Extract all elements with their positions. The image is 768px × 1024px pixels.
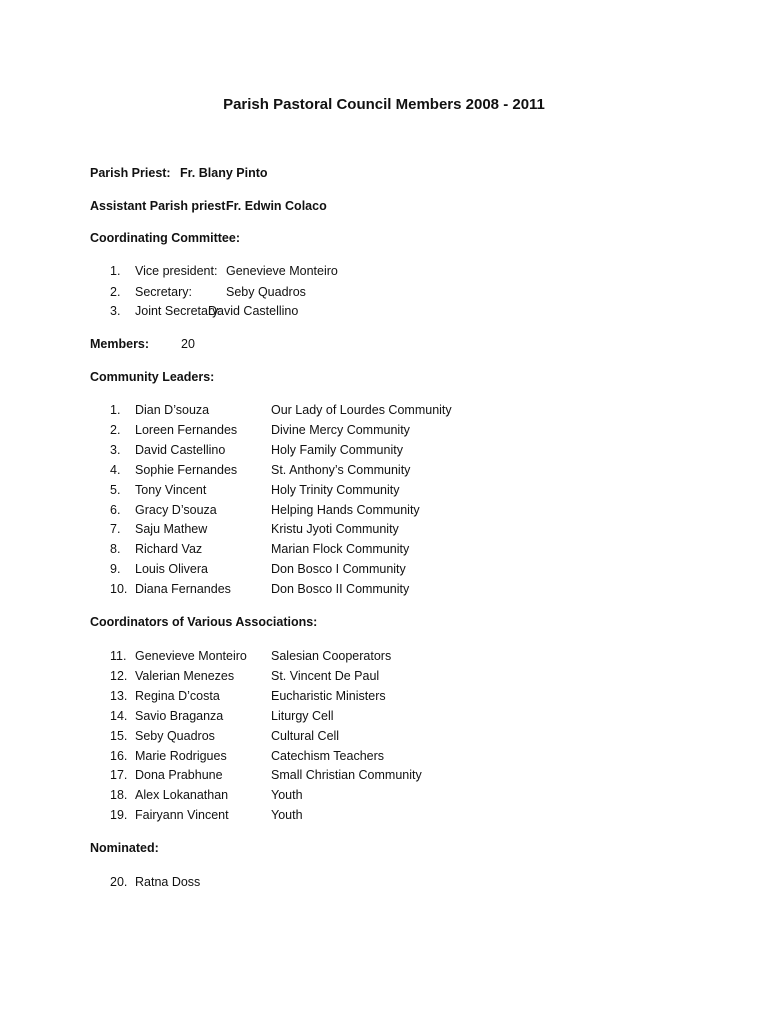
item-group: St. Anthony’s Community — [271, 462, 411, 477]
coordinating-heading: Coordinating Committee: — [90, 231, 240, 245]
item-number: 19. — [110, 808, 128, 823]
item-number: 7. — [110, 522, 121, 537]
item-role: Vice president: — [135, 264, 218, 278]
item-group: Youth — [271, 788, 303, 803]
item-number: 3. — [110, 304, 121, 318]
item-name: Tony Vincent — [135, 482, 207, 497]
item-name: Seby Quadros — [135, 728, 215, 743]
item-role: Secretary: — [135, 285, 192, 299]
item-number: 18. — [110, 788, 128, 803]
page-title: Parish Pastoral Council Members 2008 - 2011 — [223, 96, 545, 113]
parish-priest-line — [90, 166, 268, 180]
item-name: Richard Vaz — [135, 542, 203, 557]
item-number: 14. — [110, 708, 128, 723]
item-group: Liturgy Cell — [271, 708, 334, 723]
item-number: 8. — [110, 542, 121, 557]
community-leaders-heading: Community Leaders: — [90, 370, 215, 384]
item-name: Saju Mathew — [135, 522, 208, 537]
item-group: Eucharistic Ministers — [271, 688, 386, 703]
item-group: Kristu Jyoti Community — [271, 522, 399, 537]
item-name: Marie Rodrigues — [135, 748, 227, 763]
item-number: 2. — [110, 422, 121, 437]
item-group: Marian Flock Community — [271, 542, 410, 557]
assistant-priest-value: Fr. Edwin Colaco — [226, 199, 327, 213]
item-group: Salesian Cooperators — [271, 649, 392, 663]
item-name: Gracy D’souza — [135, 502, 217, 517]
item-group: Cultural Cell — [271, 728, 340, 743]
item-name: Seby Quadros — [226, 285, 306, 299]
item-group: Holy Trinity Community — [271, 482, 400, 497]
item-name: Genevieve Monteiro — [135, 649, 247, 663]
item-role: Joint Secretary: — [135, 304, 222, 318]
item-name: David Castellino — [208, 304, 299, 318]
item-name: Genevieve Monteiro — [226, 264, 338, 278]
item-name: Sophie Fernandes — [135, 462, 238, 477]
members-line — [90, 337, 195, 351]
item-number: 4. — [110, 462, 121, 477]
item-number: 1. — [110, 264, 121, 278]
item-name: David Castellino — [135, 442, 226, 457]
item-number: 10. — [110, 582, 128, 597]
item-group: Small Christian Community — [271, 768, 422, 783]
item-group: St. Vincent De Paul — [271, 668, 380, 683]
assistant-priest-label: Assistant Parish priest: — [90, 199, 230, 213]
item-number: 11. — [110, 649, 127, 663]
item-number: 1. — [110, 403, 121, 417]
item-group: Helping Hands Community — [271, 502, 420, 517]
item-number: 3. — [110, 442, 121, 457]
item-name: Loreen Fernandes — [135, 422, 238, 437]
item-number: 6. — [110, 502, 121, 517]
associations-heading: Coordinators of Various Associations: — [90, 615, 318, 629]
item-number: 12. — [110, 668, 128, 683]
item-group: Don Bosco II Community — [271, 582, 410, 597]
item-name: Diana Fernandes — [135, 582, 231, 597]
parish-priest-value: Fr. Blany Pinto — [180, 166, 268, 180]
item-name: Valerian Menezes — [135, 668, 235, 683]
item-group: Youth — [271, 808, 303, 823]
item-name: Dian D’souza — [135, 403, 210, 417]
item-number: 17. — [110, 768, 128, 783]
parish-priest-label: Parish Priest: — [90, 166, 171, 180]
item-name: Dona Prabhune — [135, 768, 223, 783]
item-number: 2. — [110, 285, 121, 299]
item-number: 15. — [110, 728, 128, 743]
item-group: Our Lady of Lourdes Community — [271, 403, 452, 417]
item-number: 20. — [110, 875, 128, 889]
item-name: Savio Braganza — [135, 708, 224, 723]
item-name: Louis Olivera — [135, 562, 208, 577]
item-name: Ratna Doss — [135, 875, 201, 889]
item-name: Fairyann Vincent — [135, 808, 229, 823]
item-name: Regina D’costa — [135, 688, 220, 703]
members-value: 20 — [181, 337, 195, 351]
item-number: 16. — [110, 748, 128, 763]
item-number: 9. — [110, 562, 121, 577]
item-group: Don Bosco I Community — [271, 562, 406, 577]
item-name: Alex Lokanathan — [135, 788, 229, 803]
item-group: Holy Family Community — [271, 442, 403, 457]
item-number: 13. — [110, 688, 128, 703]
item-group: Divine Mercy Community — [271, 422, 410, 437]
item-number: 5. — [110, 482, 121, 497]
item-group: Catechism Teachers — [271, 748, 385, 763]
nominated-heading: Nominated: — [90, 841, 159, 855]
members-label: Members: — [90, 337, 150, 351]
assistant-priest-line — [90, 199, 327, 213]
